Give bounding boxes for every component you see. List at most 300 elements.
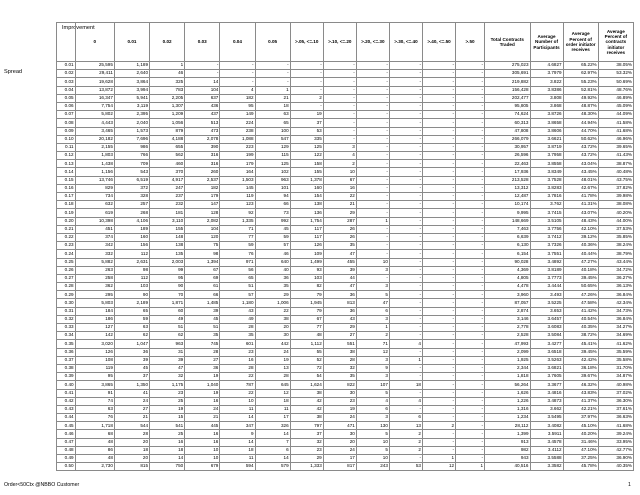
- table-cell: 1,180: [220, 299, 255, 307]
- spread-value-cell: 0.34: [57, 332, 76, 340]
- table-cell: 34.73%: [598, 307, 633, 315]
- table-cell: 40: [255, 266, 290, 274]
- table-cell: 27: [185, 356, 220, 364]
- spread-value-cell: 0.24: [57, 250, 76, 258]
- table-cell: 943: [485, 455, 530, 463]
- table-cell: 24: [114, 397, 149, 405]
- spread-value-cell: 0.37: [57, 356, 76, 364]
- spread-value-cell: 0.07: [57, 111, 76, 119]
- table-row: [57, 193, 634, 201]
- table-cell: -: [389, 299, 422, 307]
- table-cell: -: [456, 414, 485, 422]
- table-cell: 347: [220, 422, 255, 430]
- table-row: [57, 152, 634, 160]
- table-cell: 95: [75, 373, 114, 381]
- table-cell: 16: [150, 438, 185, 446]
- table-cell: 4,443: [75, 119, 114, 127]
- table-cell: 57: [220, 291, 255, 299]
- table-cell: 3: [356, 266, 389, 274]
- table-cell: 10,174: [485, 201, 530, 209]
- table-cell: 2,003: [150, 258, 185, 266]
- table-cell: 56: [220, 266, 255, 274]
- table-cell: 48: [75, 438, 114, 446]
- table-cell: 455: [323, 258, 356, 266]
- table-cell: -: [220, 62, 255, 70]
- table-cell: 62: [150, 332, 185, 340]
- table-cell: 37.61%: [598, 405, 633, 413]
- table-cell: -: [356, 201, 389, 209]
- table-row: [57, 430, 634, 438]
- table-row: [57, 348, 634, 356]
- table-cell: 3.5495: [530, 414, 563, 422]
- table-cell: 3.808: [530, 94, 563, 102]
- table-cell: -: [422, 102, 455, 110]
- table-cell: 471: [323, 422, 356, 430]
- header-row: [57, 23, 634, 62]
- table-cell: 42.67%: [563, 184, 598, 192]
- spread-value-cell: 0.31: [57, 307, 76, 315]
- table-cell: 5: [356, 430, 389, 438]
- table-cell: 1: [150, 62, 185, 70]
- table-cell: 31.70%: [598, 364, 633, 372]
- table-cell: 49: [220, 315, 255, 323]
- table-cell: 51: [150, 324, 185, 332]
- table-cell: 48: [75, 455, 114, 463]
- spreadsheet-table-container: [56, 22, 634, 471]
- table-cell: -: [422, 373, 455, 381]
- table-cell: 48: [290, 332, 323, 340]
- table-cell: 19: [290, 111, 323, 119]
- table-cell: -: [456, 193, 485, 201]
- table-cell: 71: [220, 225, 255, 233]
- table-cell: 14: [220, 414, 255, 422]
- table-cell: 10: [356, 455, 389, 463]
- table-cell: -: [389, 143, 422, 151]
- table-cell: 3.8726: [530, 111, 563, 119]
- table-cell: 35.85%: [598, 233, 633, 241]
- table-cell: 3,465: [75, 127, 114, 135]
- table-cell: 2,528: [485, 332, 530, 340]
- table-cell: -: [422, 233, 455, 241]
- table-cell: -: [323, 111, 356, 119]
- table-cell: 93: [290, 266, 323, 274]
- table-cell: -: [389, 184, 422, 192]
- table-row: [57, 225, 634, 233]
- table-cell: 46: [150, 70, 185, 78]
- table-cell: 47.10%: [563, 446, 598, 454]
- table-cell: 37: [114, 373, 149, 381]
- table-cell: 45.78%: [563, 463, 598, 471]
- spread-value-cell: 0.18: [57, 201, 76, 209]
- table-cell: 3.4444: [530, 283, 563, 291]
- table-cell: 2: [389, 446, 422, 454]
- table-cell: 28,112: [485, 422, 530, 430]
- table-cell: 1,718: [75, 422, 114, 430]
- table-cell: 637: [185, 94, 220, 102]
- table-cell: -: [422, 217, 455, 225]
- table-cell: 594: [220, 463, 255, 471]
- table-cell: 42.21%: [563, 405, 598, 413]
- table-cell: 750: [150, 463, 185, 471]
- table-cell: 601: [220, 340, 255, 348]
- spread-value-cell: 0.19: [57, 209, 76, 217]
- table-cell: -: [323, 135, 356, 143]
- page-number: 1: [628, 482, 631, 488]
- table-cell: 40.20%: [598, 209, 633, 217]
- table-cell: 39.45%: [563, 348, 598, 356]
- table-cell: -: [456, 332, 485, 340]
- table-cell: -: [389, 209, 422, 217]
- spread-value-cell: 0.20: [57, 217, 76, 225]
- spread-value-cell: 0.43: [57, 405, 76, 413]
- table-cell: 41.68%: [598, 422, 633, 430]
- table-cell: -: [456, 78, 485, 86]
- table-cell: 632: [75, 201, 114, 209]
- table-cell: 179: [185, 193, 220, 201]
- table-cell: 328: [114, 193, 149, 201]
- table-cell: 22,463: [485, 160, 530, 168]
- table-cell: 44.00%: [598, 217, 633, 225]
- table-cell: 48.76%: [598, 86, 633, 94]
- table-cell: 4: [389, 397, 422, 405]
- table-cell: 17: [255, 414, 290, 422]
- table-cell: -: [422, 364, 455, 372]
- table-cell: 1,056: [150, 119, 185, 127]
- table-cell: 238: [220, 127, 255, 135]
- table-cell: 22: [220, 373, 255, 381]
- table-cell: 41.31%: [563, 201, 598, 209]
- table-cell: 619: [75, 209, 114, 217]
- table-cell: 3.8386: [530, 86, 563, 94]
- table-cell: 1,112: [290, 340, 323, 348]
- table-cell: 91: [75, 389, 114, 397]
- table-cell: 56,264: [485, 381, 530, 389]
- table-cell: -: [422, 274, 455, 282]
- table-cell: 1,088: [220, 135, 255, 143]
- table-cell: 164: [220, 168, 255, 176]
- table-cell: -: [389, 201, 422, 209]
- table-cell: 3.6083: [530, 324, 563, 332]
- table-cell: 99: [150, 266, 185, 274]
- table-cell: 10: [356, 438, 389, 446]
- table-cell: 126: [75, 348, 114, 356]
- table-cell: 4: [323, 152, 356, 160]
- table-cell: -: [456, 438, 485, 446]
- table-cell: 70: [150, 291, 185, 299]
- table-cell: 16: [220, 356, 255, 364]
- table-cell: -: [456, 291, 485, 299]
- table-cell: 94: [255, 193, 290, 201]
- table-cell: 30: [323, 430, 356, 438]
- table-cell: 268: [114, 209, 149, 217]
- table-cell: 156,428: [485, 86, 530, 94]
- table-cell: 3.7412: [530, 233, 563, 241]
- table-cell: 19: [185, 373, 220, 381]
- table-row: [57, 422, 634, 430]
- table-cell: 18: [114, 446, 149, 454]
- table-cell: 53: [389, 463, 422, 471]
- table-cell: -: [255, 70, 290, 78]
- column-header: Average Percent of order initiator receives: [563, 23, 598, 62]
- table-cell: 47.26%: [563, 291, 598, 299]
- table-cell: 120: [185, 233, 220, 241]
- table-body: [57, 62, 634, 471]
- table-cell: 156: [114, 242, 149, 250]
- table-cell: 95,805: [485, 102, 530, 110]
- table-cell: 3: [356, 356, 389, 364]
- table-cell: -: [389, 152, 422, 160]
- table-cell: 16: [185, 438, 220, 446]
- table-cell: -: [356, 209, 389, 217]
- table-cell: 138: [290, 201, 323, 209]
- spread-value-cell: 0.25: [57, 258, 76, 266]
- table-cell: 766: [114, 152, 149, 160]
- table-cell: 90: [150, 283, 185, 291]
- table-cell: -: [389, 307, 422, 315]
- table-cell: -: [389, 389, 422, 397]
- table-cell: 29: [290, 455, 323, 463]
- table-cell: -: [422, 405, 455, 413]
- table-cell: 10,398: [75, 217, 114, 225]
- table-cell: 1,378: [290, 176, 323, 184]
- table-cell: 3,865: [75, 381, 114, 389]
- table-cell: 2,155: [75, 143, 114, 151]
- table-cell: 3.653: [530, 307, 563, 315]
- table-cell: 100: [255, 127, 290, 135]
- table-cell: -: [389, 364, 422, 372]
- table-cell: -: [356, 168, 389, 176]
- table-cell: 28: [255, 373, 290, 381]
- table-cell: 3.8558: [530, 160, 563, 168]
- table-cell: -: [389, 274, 422, 282]
- table-cell: 1,945: [290, 299, 323, 307]
- table-cell: 224: [220, 119, 255, 127]
- table-cell: 10: [185, 446, 220, 454]
- table-cell: 45: [255, 225, 290, 233]
- spread-value-cell: 0.45: [57, 422, 76, 430]
- table-cell: 3.5588: [530, 455, 563, 463]
- table-cell: 3.4892: [530, 258, 563, 266]
- table-cell: -: [456, 102, 485, 110]
- table-cell: 21: [114, 414, 149, 422]
- table-cell: 257: [114, 201, 149, 209]
- table-cell: 1,175: [150, 381, 185, 389]
- table-cell: 38.24%: [598, 242, 633, 250]
- table-cell: 79: [290, 307, 323, 315]
- table-cell: 42.34%: [598, 299, 633, 307]
- table-cell: 16,347: [75, 94, 114, 102]
- table-cell: 18: [220, 446, 255, 454]
- table-cell: 3.7551: [530, 250, 563, 258]
- table-cell: 38: [323, 348, 356, 356]
- column-header: Average Number of Participants: [530, 23, 563, 62]
- table-cell: 2: [389, 430, 422, 438]
- table-cell: -: [389, 78, 422, 86]
- table-cell: 199: [220, 152, 255, 160]
- table-cell: 342: [75, 242, 114, 250]
- table-cell: 38.05%: [598, 62, 633, 70]
- improvement-label: Improvement: [62, 25, 95, 31]
- table-cell: 60: [150, 307, 185, 315]
- table-cell: 1,438: [75, 160, 114, 168]
- table-cell: 1,394: [185, 258, 220, 266]
- table-row: [57, 291, 634, 299]
- table-cell: 3.8283: [530, 184, 563, 192]
- table-cell: 3.493: [530, 291, 563, 299]
- table-cell: 3.7528: [530, 176, 563, 184]
- data-table: [56, 22, 634, 471]
- table-cell: 48.01%: [563, 176, 598, 184]
- table-cell: -: [323, 70, 356, 78]
- table-cell: 544: [114, 422, 149, 430]
- table-cell: -: [422, 381, 455, 389]
- table-cell: 184: [75, 307, 114, 315]
- table-cell: 3,146: [485, 315, 530, 323]
- spread-value-cell: 0.40: [57, 381, 76, 389]
- table-cell: -: [356, 242, 389, 250]
- table-row: [57, 258, 634, 266]
- table-cell: 2,778: [485, 324, 530, 332]
- table-cell: 28: [220, 364, 255, 372]
- table-cell: 879: [150, 127, 185, 135]
- table-cell: 3.7958: [530, 152, 563, 160]
- table-cell: -: [356, 127, 389, 135]
- table-cell: 19,628: [75, 78, 114, 86]
- table-cell: 513: [185, 119, 220, 127]
- table-cell: 41.37%: [563, 397, 598, 405]
- table-cell: 3.5911: [530, 430, 563, 438]
- table-cell: 3.762: [530, 201, 563, 209]
- table-cell: 1: [389, 356, 422, 364]
- table-cell: 79: [290, 291, 323, 299]
- table-cell: 26: [323, 225, 356, 233]
- table-cell: 104: [185, 225, 220, 233]
- table-cell: 1,754: [290, 217, 323, 225]
- table-cell: 60,313: [485, 119, 530, 127]
- table-cell: 16: [185, 430, 220, 438]
- table-cell: 4,106: [114, 217, 149, 225]
- table-cell: 1,333: [290, 463, 323, 471]
- table-cell: 6,519: [114, 176, 149, 184]
- table-cell: 1,499: [290, 258, 323, 266]
- spread-value-cell: 0.13: [57, 160, 76, 168]
- table-cell: -: [389, 258, 422, 266]
- table-cell: 75: [185, 242, 220, 250]
- table-row: [57, 176, 634, 184]
- table-cell: 23: [290, 446, 323, 454]
- table-cell: 362: [75, 283, 114, 291]
- table-cell: 1: [356, 217, 389, 225]
- table-cell: -: [456, 397, 485, 405]
- table-cell: 69: [185, 274, 220, 282]
- table-cell: 42: [290, 397, 323, 405]
- table-cell: 51: [220, 283, 255, 291]
- table-cell: -: [389, 193, 422, 201]
- table-cell: 26,596: [485, 152, 530, 160]
- table-cell: 36.27%: [598, 274, 633, 282]
- table-row: [57, 438, 634, 446]
- table-cell: 47: [356, 299, 389, 307]
- table-cell: 5,803: [75, 299, 114, 307]
- table-cell: -: [389, 233, 422, 241]
- table-cell: 65.22%: [563, 62, 598, 70]
- table-cell: -: [422, 127, 455, 135]
- table-row: [57, 78, 634, 86]
- table-cell: 37: [290, 119, 323, 127]
- table-cell: 36.18%: [563, 364, 598, 372]
- table-cell: 3.8719: [530, 143, 563, 151]
- table-cell: 3.8658: [530, 119, 563, 127]
- table-row: [57, 299, 634, 307]
- table-cell: -: [456, 348, 485, 356]
- table-cell: 181: [150, 209, 185, 217]
- table-cell: 258: [75, 274, 114, 282]
- table-cell: 27: [323, 332, 356, 340]
- table-cell: -: [220, 70, 255, 78]
- table-cell: 2: [323, 160, 356, 168]
- table-cell: 98: [185, 250, 220, 258]
- table-cell: 43.44%: [598, 258, 633, 266]
- table-cell: -: [422, 160, 455, 168]
- table-cell: 3.4578: [530, 438, 563, 446]
- column-header: >.30, <=.40: [389, 23, 422, 62]
- table-cell: -: [456, 152, 485, 160]
- spread-value-cell: 0.26: [57, 266, 76, 274]
- table-cell: 179: [220, 160, 255, 168]
- table-cell: 1,925: [485, 356, 530, 364]
- table-cell: 86: [75, 446, 114, 454]
- table-cell: 12,487: [485, 193, 530, 201]
- table-cell: -: [422, 193, 455, 201]
- table-cell: -: [422, 168, 455, 176]
- table-row: [57, 414, 634, 422]
- table-cell: -: [356, 193, 389, 201]
- table-cell: 35.59%: [598, 348, 633, 356]
- table-cell: -: [389, 283, 422, 291]
- table-cell: 14: [150, 455, 185, 463]
- table-cell: 38.72%: [563, 332, 598, 340]
- table-cell: 223: [220, 143, 255, 151]
- table-cell: 154: [290, 193, 323, 201]
- table-cell: -: [356, 119, 389, 127]
- table-cell: 9: [220, 430, 255, 438]
- table-cell: 325: [150, 78, 185, 86]
- table-cell: 24: [255, 348, 290, 356]
- table-cell: 243: [356, 463, 389, 471]
- spread-value-cell: 0.16: [57, 184, 76, 192]
- table-cell: 119: [75, 364, 114, 372]
- table-cell: 1,156: [75, 168, 114, 176]
- table-cell: 52: [290, 356, 323, 364]
- table-cell: 3.868: [530, 102, 563, 110]
- table-cell: 87,057: [485, 299, 530, 307]
- table-row: [57, 160, 634, 168]
- table-cell: 3,864: [114, 78, 149, 86]
- table-cell: 34.69%: [598, 332, 633, 340]
- table-cell: 982: [485, 446, 530, 454]
- table-cell: 709: [114, 160, 149, 168]
- table-cell: -: [422, 389, 455, 397]
- table-cell: 655: [150, 143, 185, 151]
- table-cell: 3.8189: [530, 266, 563, 274]
- table-cell: -: [422, 242, 455, 250]
- table-cell: -: [422, 291, 455, 299]
- table-cell: 815: [114, 463, 149, 471]
- table-cell: 77: [290, 324, 323, 332]
- spread-value-cell: 0.05: [57, 94, 76, 102]
- table-row: [57, 373, 634, 381]
- table-cell: 145: [220, 184, 255, 192]
